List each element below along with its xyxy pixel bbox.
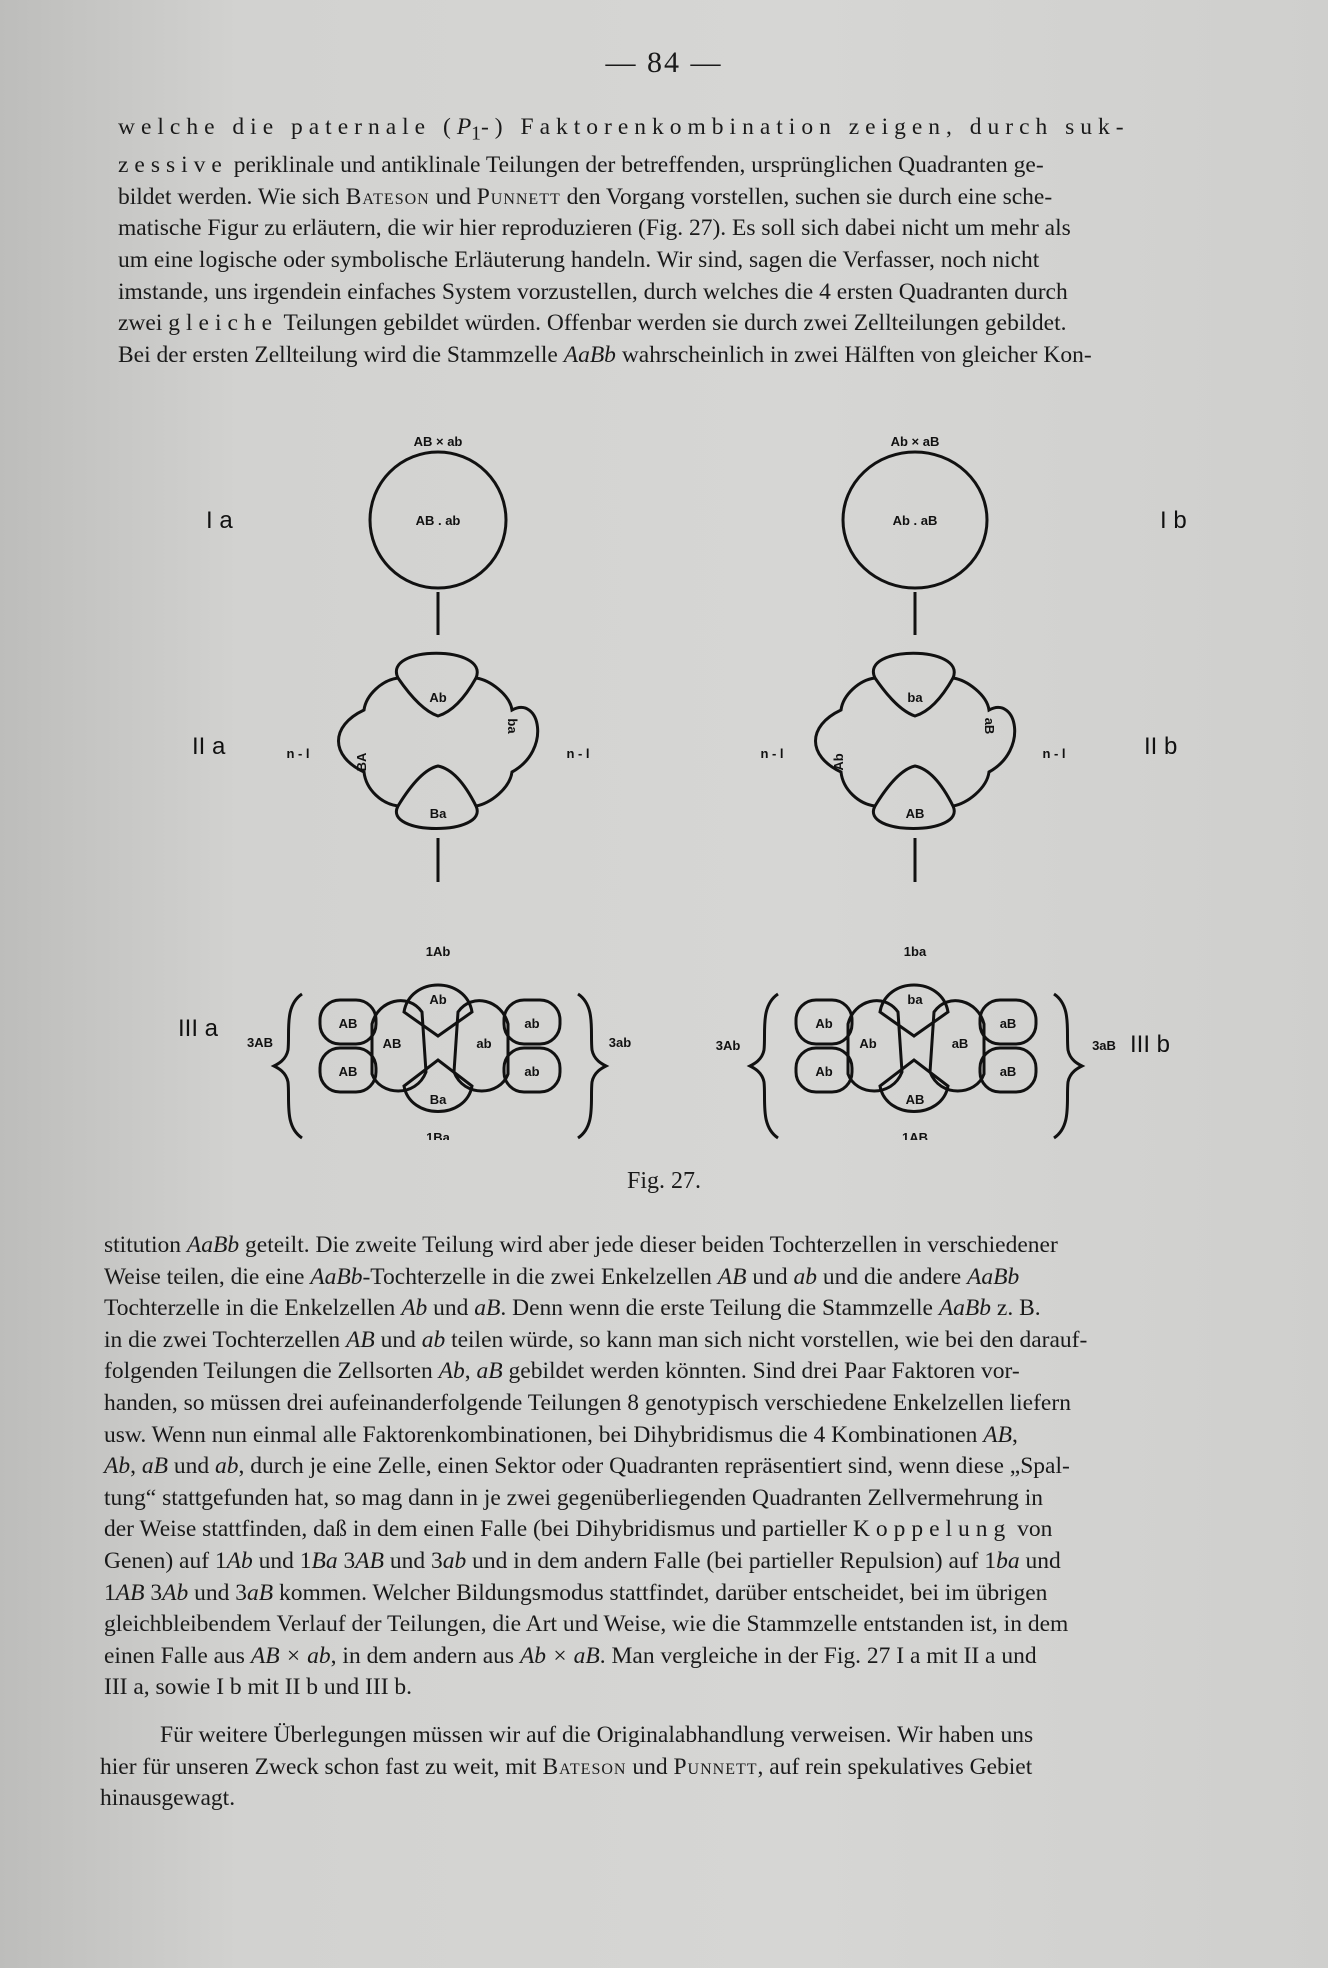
- text-line: gleichbleibendem Verlauf der Teilungen, die Art und Weise, wie die Stammzelle entstanden ist, in dem: [104, 1611, 1069, 1638]
- text-line: zwei gleiche Teilungen gebildet würden. Offenbar werden sie durch zwei Zellteilungen gebildet.: [118, 310, 1067, 337]
- cell-label: aB: [951, 1036, 969, 1051]
- count-label: 3ab: [608, 1035, 632, 1050]
- text-line: Weise teilen, die eine AaBb-Tochterzelle in die zwei Enkelzellen AB und ab und die andere AaBb: [104, 1263, 1020, 1290]
- cross-label-left: AB × ab: [413, 434, 463, 449]
- count-label: 3aB: [1092, 1038, 1116, 1053]
- quadrant-label: Ba: [429, 806, 447, 821]
- paragraph-main: [104, 1230, 1250, 1704]
- cell-label: ab: [524, 1016, 540, 1031]
- text-line: der Weise stattfinden, daß in dem einen Falle (bei Dihybridismus und partieller Koppelung von: [104, 1516, 1053, 1543]
- cell-label: AB: [338, 1016, 358, 1031]
- text-line: imstande, uns irgendein einfaches System vorzustellen, durch welches die 4 ersten Quadranten durch: [118, 278, 1068, 305]
- text-line: um eine logische oder symbolische Erläuterung handeln. Wir sind, sagen die Verfasser, noch nicht: [118, 247, 1040, 274]
- cell-label: Ab: [815, 1064, 833, 1079]
- text-line: Genen) auf 1Ab und 1Ba 3AB und 3ab und in dem andern Falle (bei partieller Repulsion) auf 1ba und: [104, 1547, 1061, 1574]
- text-line: usw. Wenn nun einmal alle Faktorenkombinationen, bei Dihybridismus die 4 Kombinationen AB,: [104, 1421, 1018, 1448]
- quadrant-label: AB: [905, 806, 925, 821]
- brace-right: [578, 994, 606, 1138]
- cell-label: Ba: [429, 1092, 447, 1107]
- n-label: n - l: [566, 746, 590, 761]
- cell-label: ba: [907, 992, 923, 1007]
- inner-arc: [875, 766, 953, 806]
- count-label: 3AB: [246, 1035, 274, 1050]
- text-line: Tochterzelle in die Enkelzellen Ab und aB. Denn wenn die erste Teilung die Stammzelle AaBb z. B.: [104, 1295, 1041, 1322]
- quadrant-label: ba: [505, 718, 520, 734]
- row-label: III a: [178, 1015, 219, 1042]
- cell-label: Ab: [429, 992, 447, 1007]
- text-line: folgenden Teilungen die Zellsorten Ab, aB gebildet werden könnten. Sind drei Paar Faktoren vor-: [104, 1358, 1020, 1385]
- row-label: I a: [206, 507, 233, 534]
- brace-left: [274, 994, 302, 1138]
- quadrant-label: ba: [907, 690, 923, 705]
- count-label: 3Ab: [715, 1038, 741, 1053]
- text-line: tung“ stattgefunden hat, so mag dann in je zwei gegenüberliegenden Quadranten Zellvermehrung in: [104, 1484, 1044, 1511]
- cell-label: AB: [338, 1064, 358, 1079]
- text-line: Für weitere Überlegungen müssen wir auf die Originalabhandlung verweisen. Wir haben uns: [160, 1722, 1034, 1748]
- text-line: hinausgewagt.: [100, 1785, 236, 1812]
- text-line: stitution AaBb geteilt. Die zweite Teilung wird aber jede dieser beiden Tochterzellen in verschiedener: [104, 1232, 1058, 1258]
- brace-left: [750, 994, 778, 1138]
- cell-label: AB: [905, 1092, 925, 1107]
- stem-cell-label-left: AB . ab: [415, 513, 461, 528]
- n-label: n - l: [1042, 746, 1066, 761]
- quadrant-cell-left: [339, 653, 538, 828]
- n-label: n - l: [760, 746, 784, 761]
- inner-arc: [398, 766, 476, 806]
- text-line: hier für unseren Zweck schon fast zu weit, mit Bateson und Punnett, auf rein spekulatives Gebiet: [100, 1753, 1033, 1780]
- text-line: Ab, aB und ab, durch je eine Zelle, einen Sektor oder Quadranten repräsentiert sind, wenn diese „Spal-: [104, 1453, 1070, 1480]
- figure-27: [160, 420, 1200, 1140]
- text-line: zessive periklinale und antiklinale Teilungen der betreffenden, ursprünglichen Quadranten ge-: [118, 152, 1044, 179]
- text-line: in die zwei Tochterzellen AB und ab teilen würde, so kann man sich nicht vorstellen, wie bei den darauf-: [104, 1326, 1088, 1353]
- figure-caption: Fig. 27.: [626, 1168, 701, 1194]
- text-line: einen Falle aus AB × ab, in dem andern aus Ab × aB. Man vergleiche in der Fig. 27 I a mit II a und: [104, 1642, 1037, 1669]
- count-label: 1Ab: [425, 944, 451, 959]
- row-label: II b: [1144, 733, 1178, 760]
- count-label: 1AB: [901, 1130, 929, 1140]
- text-line: handen, so müssen drei aufeinanderfolgende Teilungen 8 genotypisch verschiedene Enkelzellen liefern: [104, 1389, 1071, 1416]
- brace-right: [1054, 994, 1082, 1138]
- quadrant-label: Ab: [429, 690, 447, 705]
- row-label: II a: [192, 733, 226, 760]
- row-label: I b: [1160, 507, 1187, 534]
- text-line: III a, sowie I b mit II b und III b.: [104, 1674, 413, 1701]
- quadrant-label: Ab: [831, 753, 846, 771]
- quadrant-label: BA: [354, 752, 369, 772]
- paragraph-closing: [100, 1720, 1246, 1815]
- quadrant-label: aB: [982, 717, 997, 735]
- cell-label: Ab: [815, 1016, 833, 1031]
- text-line: Bei der ersten Zellteilung wird die Stammzelle AaBb wahrscheinlich in zwei Hälften von gleicher Kon-: [118, 341, 1092, 368]
- paragraph-intro: [118, 112, 1266, 371]
- text-line: bildet werden. Wie sich Bateson und Punnett den Vorgang vorstellen, suchen sie durch eine sche-: [118, 183, 1053, 210]
- row-label: III b: [1130, 1031, 1171, 1058]
- figure-27-diagram: [160, 420, 1200, 1140]
- count-label: 1Ba: [426, 1130, 450, 1140]
- text-line: welche die paternale $(P_1-)$ Faktorenkombination zeigen, durch suk-: [118, 114, 1130, 145]
- quadrant-cell-right: [816, 653, 1015, 828]
- text-line: matische Figur zu erläutern, die wir hier reproduzieren (Fig. 27). Es soll sich dabei nicht um mehr als: [118, 215, 1071, 242]
- page-number: — 84 —: [605, 46, 723, 79]
- n-label: n - l: [286, 746, 310, 761]
- cell-label: ab: [476, 1036, 492, 1051]
- cell-label: aB: [999, 1016, 1017, 1031]
- count-label: 1ba: [903, 944, 927, 959]
- cell-label: Ab: [859, 1036, 877, 1051]
- cell-label: AB: [382, 1036, 402, 1051]
- cross-label-right: Ab × aB: [890, 434, 940, 449]
- cell-label: ab: [524, 1064, 540, 1079]
- text-line: 1AB 3Ab und 3aB kommen. Welcher Bildungsmodus stattfindet, darüber entscheidet, bei im übrigen: [104, 1579, 1048, 1606]
- cell-label: aB: [999, 1064, 1017, 1079]
- stem-cell-label-right: Ab . aB: [892, 513, 938, 528]
